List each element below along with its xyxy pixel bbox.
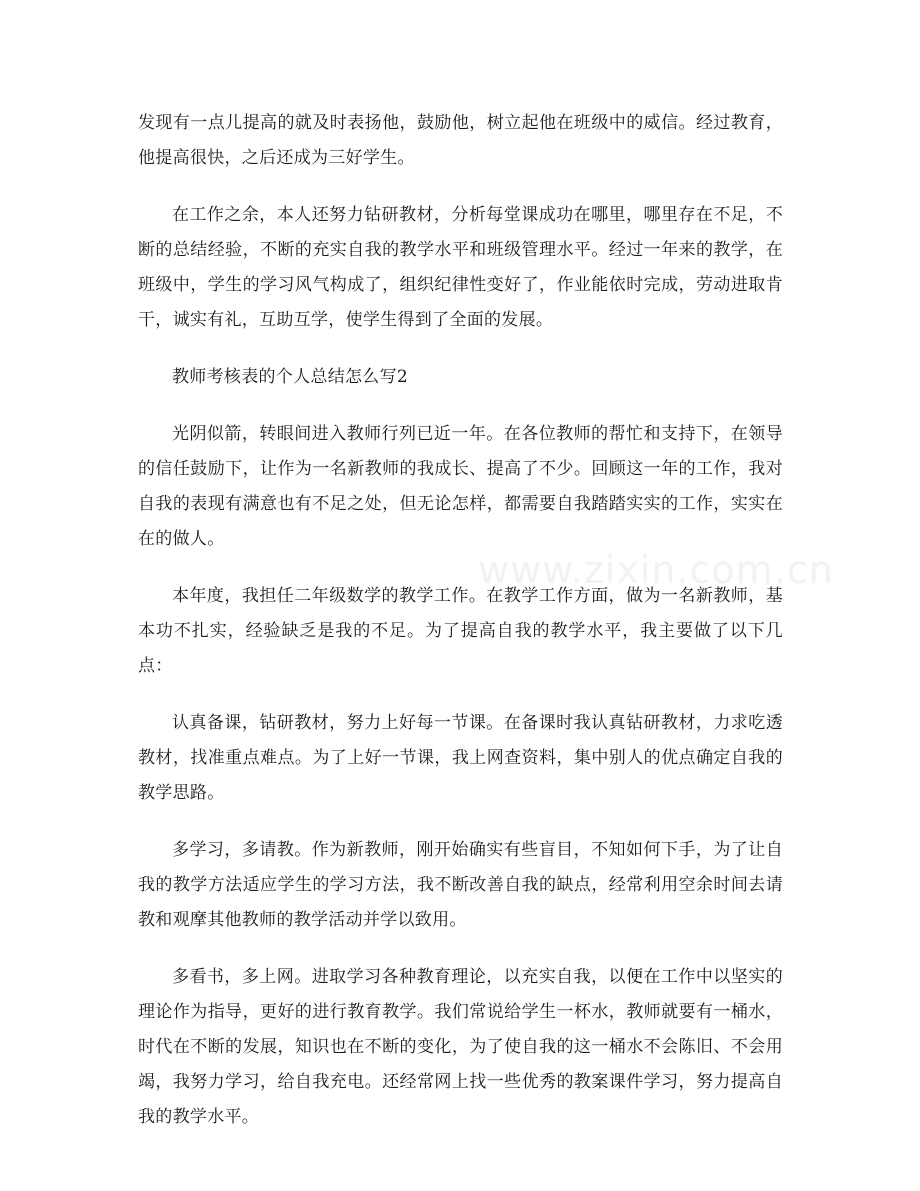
paragraph: 认真备课，钻研教材，努力上好每一节课。在备课时我认真钻研教材，力求吃透教材，找准重点难点。为了上好一节课，我上网查资料，集中别人的优点确定自我的教学思路。 [138,713,783,803]
paragraph: 在工作之余，本人还努力钻研教材，分析每堂课成功在哪里，哪里存在不足，不断的总结经验，不断的充实自我的教学水平和班级管理水平。经过一年来的教学，在班级中，学生的学习风气构成了，组织纪律性变好了，作业能依时完成，劳动进取肯干，诚实有礼，互助互学，使学生得到了全面的发展。 [138,205,783,330]
paragraph: 光阴似箭，转眼间进入教师行列已近一年。在各位教师的帮忙和支持下，在领导的信任鼓励下，让作为一名新教师的我成长、提高了不少。回顾这一年的工作，我对自我的表现有满意也有不足之处，但无论怎样，都需要自我踏踏实实的工作，实实在在的做人。 [138,424,783,549]
paragraph: 本年度，我担任二年级数学的教学工作。在教学工作方面，做为一名新教师，基本功不扎实，经验缺乏是我的不足。为了提高自我的教学水平，我主要做了以下几点： [138,586,783,676]
paragraph: 多学习，多请教。作为新教师，刚开始确实有些盲目，不知如何下手，为了让自我的教学方法适应学生的学习方法，我不断改善自我的缺点，经常利用空余时间去请教和观摩其他教师的教学活动并学以致用。 [138,840,783,930]
document-body [138,106,783,1157]
paragraph: 多看书，多上网。进取学习各种教育理论，以充实自我，以便在工作中以坚实的理论作为指导，更好的进行教育教学。我们常说给学生一杯水，教师就要有一桶水，时代在不断的发展，知识也在不断的变化，为了使自我的这一桶水不会陈旧、不会用竭，我努力学习，给自我充电。还经常网上找一些优秀的教案课件学习，努力提高自我的教学水平。 [138,967,783,1127]
paragraph-continuation: 发现有一点儿提高的就及时表扬他，鼓励他，树立起他在班级中的威信。经过教育，他提高很快，之后还成为三好学生。 [138,113,783,168]
watermark: www.zixin.com.cn [478,548,834,592]
section-heading: 教师考核表的个人总结怎么写2 [172,367,409,387]
